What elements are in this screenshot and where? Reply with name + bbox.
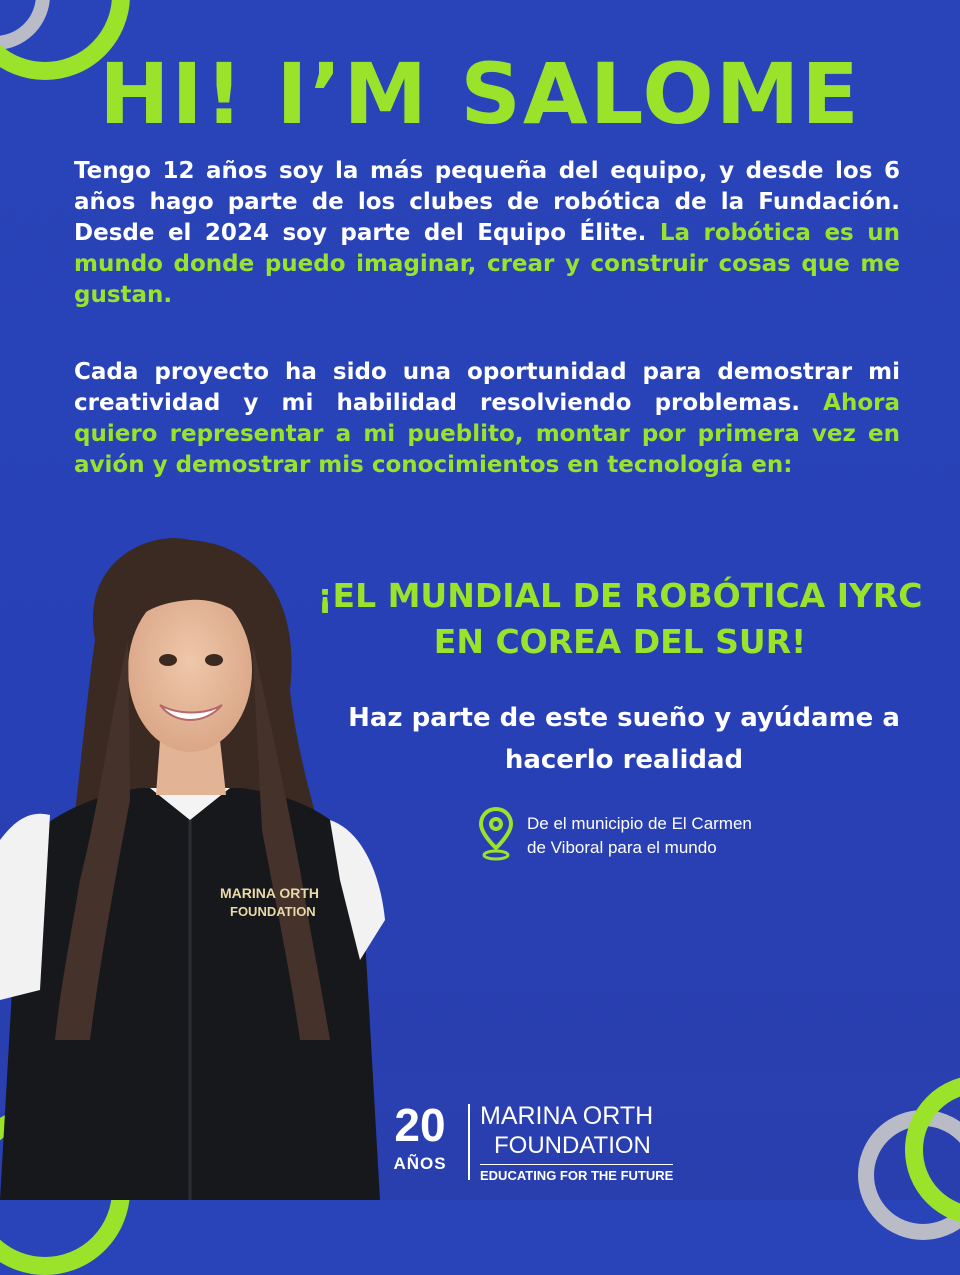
call-to-action-line1: Haz parte de este sueño y ayúdame a: [348, 703, 900, 733]
location-text-line2: de Viboral para el mundo: [527, 838, 717, 857]
anniversary-word: AÑOS: [393, 1154, 447, 1173]
event-headline-line1: ¡EL MUNDIAL DE ROBÓTICA IYRC: [317, 576, 923, 615]
projects-paragraph: [74, 357, 900, 481]
intro-text-white: Tengo 12 años soy la más pequeña del equipo, y desde los 6 años hago parte de los clubes de robótica de la Fundación. Desde el 2024 soy parte del Equipo Élite.: [74, 158, 900, 246]
brand-name-line2: FOUNDATION: [494, 1132, 651, 1159]
anniversary-number: 20: [394, 1099, 446, 1151]
call-to-action-line2: hacerlo realidad: [504, 745, 744, 775]
footer-divider: [468, 1104, 470, 1180]
location-text-line1: De el municipio de El Carmen: [527, 814, 752, 833]
call-to-action: [300, 697, 948, 781]
brand-name-line1: MARINA ORTH: [480, 1102, 654, 1130]
event-headline-line2: EN COREA DEL SUR!: [433, 622, 807, 661]
vest-logo-text-line2: FOUNDATION: [230, 904, 316, 919]
intro-paragraph: [74, 156, 900, 311]
location-text: [527, 812, 827, 860]
event-headline: [290, 573, 950, 665]
vest-logo-text-line1: MARINA ORTH: [220, 885, 320, 901]
page-title: HI! I’M SALOME: [99, 45, 861, 143]
projects-text-white: Cada proyecto ha sido una oportunidad para demostrar mi creatividad y mi habilidad resolviendo problemas.: [74, 359, 900, 416]
intro-text-green: La robótica es un mundo donde puedo imaginar, crear y construir cosas que me gustan.: [74, 220, 900, 308]
projects-text-green: Ahora quiero representar a mi pueblito, montar por primera vez en avión y demostrar mis conocimientos en tecnología en:: [74, 390, 900, 478]
location-pin-icon: [478, 806, 514, 862]
brand-tagline: EDUCATING FOR THE FUTURE: [480, 1164, 673, 1182]
footer-logo: [380, 1100, 680, 1190]
